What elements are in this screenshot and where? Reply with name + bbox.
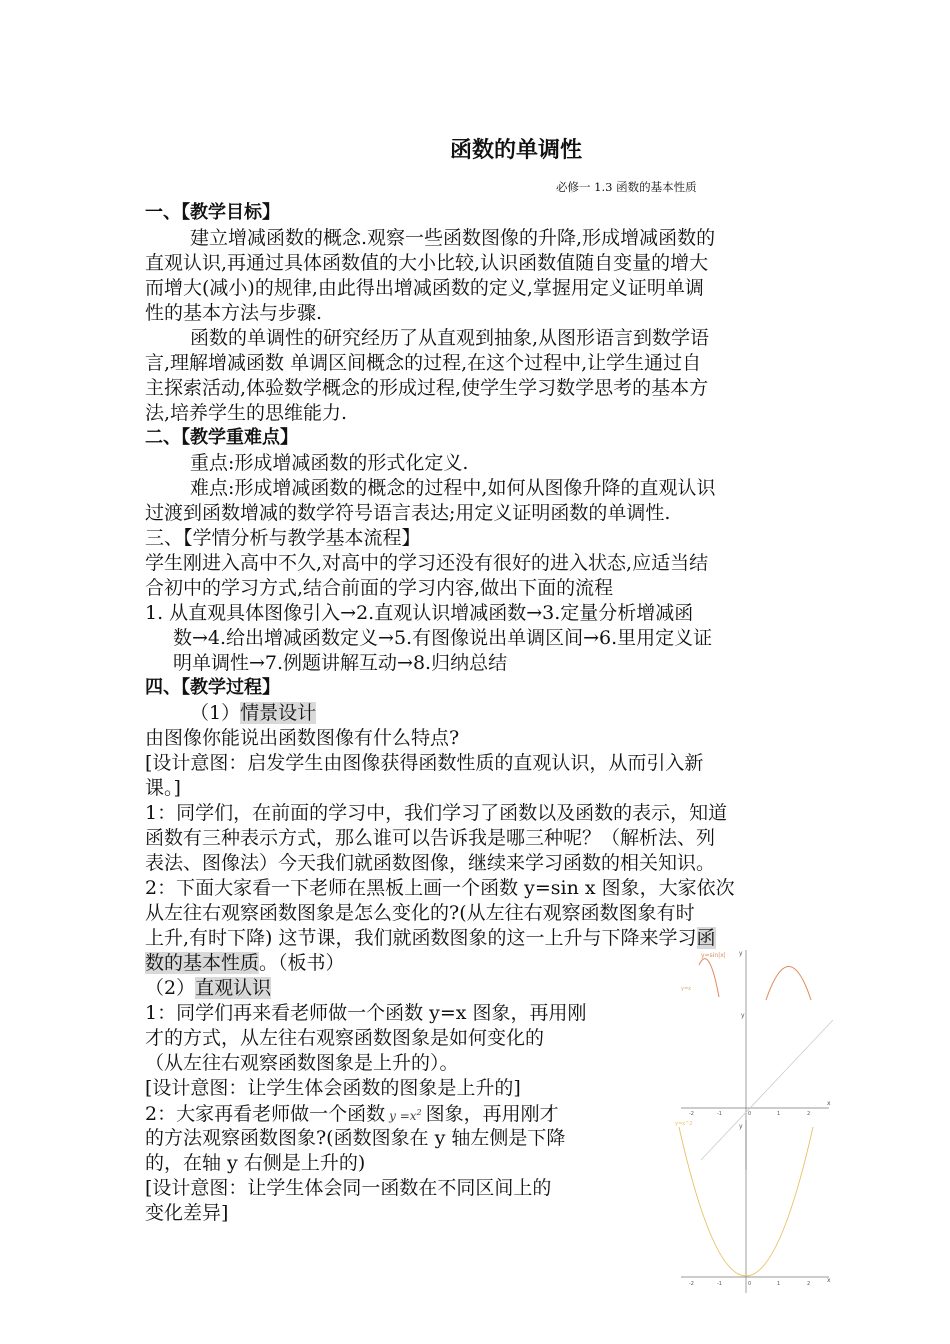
line-y-equals-x xyxy=(701,1020,833,1160)
paragraph-line: 1：同学们，在前面的学习中，我们学习了函数以及函数的表示，知道 xyxy=(145,802,728,824)
paragraph-line: 才的方式，从左往右观察函数图象是如何变化的 xyxy=(145,1027,545,1049)
tick-label: 2 xyxy=(807,1111,811,1117)
tick-label: 0 xyxy=(748,1111,752,1117)
page-subtitle: 必修一 1.3 函数的基本性质 xyxy=(556,180,697,194)
sin-graph-label: y=sin|x| xyxy=(701,952,726,959)
graphs-svg xyxy=(661,945,841,1295)
section-heading: 一、【教学目标】 xyxy=(145,202,280,223)
subsection-number: （1） xyxy=(190,702,241,724)
paragraph-line xyxy=(145,951,345,975)
line-text: 上升,有时下降) 这节课，我们就函数图象的这一上升与下降来学习 xyxy=(145,927,697,949)
line-text: 。（板书） xyxy=(259,952,345,974)
tick-label: -1 xyxy=(717,1111,722,1117)
subsection-number: （2） xyxy=(145,977,196,999)
section-heading: 四、【教学过程】 xyxy=(145,677,280,698)
paragraph-line: 函数有三种表示方式，那么谁可以告诉我是哪三种呢？（解析法、列 xyxy=(145,827,716,849)
tick-label: 0 xyxy=(748,1281,752,1287)
sin-curve-right xyxy=(766,967,811,1001)
subsection-heading xyxy=(145,976,271,1000)
paragraph-line: （从左往右观察函数图象是上升的）。 xyxy=(145,1052,459,1074)
parabola-graph-label: y=x^2 xyxy=(675,1121,693,1127)
paragraph-line: 合初中的学习方式,结合前面的学习内容,做出下面的流程 xyxy=(145,577,614,599)
paragraph-line: 课。] xyxy=(145,777,181,799)
list-item: 1. 从直观具体图像引入→2.直观认识增减函数→3.定量分析增减函 xyxy=(145,602,694,624)
paragraph-line: 难点:形成增减函数的概念的过程中,如何从图像升降的直观认识 xyxy=(190,477,716,499)
paragraph-line: 由图像你能说出函数图像有什么特点? xyxy=(145,727,460,749)
paragraph-line: 性的基本方法与步骤. xyxy=(145,302,323,324)
y-axis-label-bottom: y xyxy=(739,1123,743,1130)
paragraph-line: 函数的单调性的研究经历了从直观到抽象,从图形语言到数学语 xyxy=(190,327,710,349)
sin-curve-left xyxy=(699,959,719,997)
tick-label: 1 xyxy=(777,1281,781,1287)
paragraph-line: [设计意图：让学生体会函数的图象是上升的] xyxy=(145,1077,521,1099)
section-heading: 二、【教学重难点】 xyxy=(145,427,298,448)
subsection-title: 直观认识 xyxy=(195,977,272,999)
paragraph-line: 变化差异] xyxy=(145,1202,229,1224)
tick-label: -1 xyxy=(717,1281,722,1287)
line-graph-label: y=x xyxy=(681,986,692,992)
paragraph-line: 1：同学们再来看老师做一个函数 y=x 图象，再用刚 xyxy=(145,1002,587,1024)
inline-formula xyxy=(389,1109,422,1123)
paragraph-line: 直观认识,再通过具体函数值的大小比较,认识函数值随自变量的增大 xyxy=(145,252,709,274)
y-axis-label-mid: y xyxy=(741,1012,745,1019)
paragraph-line: 的，在轴 y 右侧是上升的) xyxy=(145,1152,366,1174)
tick-label: -2 xyxy=(689,1281,694,1287)
list-item-continued: 明单调性→7.例题讲解互动→8.归纳总结 xyxy=(173,652,508,674)
paragraph-line: 主探索活动,体验数学概念的形成过程,使学生学习数学思考的基本方 xyxy=(145,377,709,399)
tick-label: 1 xyxy=(777,1111,781,1117)
subsection-heading xyxy=(190,701,316,725)
paragraph-line: 过渡到函数增减的数学符号语言表达;用定义证明函数的单调性. xyxy=(145,502,671,524)
line-text: 2：大家再看老师做一个函数 xyxy=(145,1103,386,1125)
paragraph-line: 法,培养学生的思维能力. xyxy=(145,402,348,424)
paragraph-line: 学生刚进入高中不久,对高中的学习还没有很好的进入状态,应适当结 xyxy=(145,552,709,574)
paragraph-line: 言,理解增减函数 单调区间概念的过程,在这个过程中,让学生通过自 xyxy=(145,352,702,374)
page-title: 函数的单调性 xyxy=(449,138,582,163)
function-graphs-figure xyxy=(661,945,841,1295)
section-heading: 三、【学情分析与教学基本流程】 xyxy=(145,527,421,549)
subsection-title: 情景设计 xyxy=(240,702,317,724)
paragraph-line xyxy=(145,1101,559,1128)
x-axis-label-bottom: x xyxy=(827,1277,831,1284)
paragraph-line: [设计意图：让学生体会同一函数在不同区间上的 xyxy=(145,1177,552,1199)
y-axis-label-top: y xyxy=(739,950,743,957)
paragraph-line: 表法、图像法）今天我们就函数图像，继续来学习函数的相关知识。 xyxy=(145,852,716,874)
highlighted-text: 数 xyxy=(145,952,165,974)
paragraph-line: 而增大(减小)的规律,由此得出增减函数的定义,掌握用定义证明单调 xyxy=(145,277,704,299)
paragraph-line: 建立增减函数的概念.观察一些函数图像的升降,形成增减函数的 xyxy=(190,227,716,249)
paragraph-line xyxy=(145,926,716,950)
highlighted-text: 函 xyxy=(696,927,716,949)
tick-label: 2 xyxy=(807,1281,811,1287)
paragraph-line: 的方法观察函数图象?(函数图象在 y 轴左侧是下降 xyxy=(145,1127,566,1149)
formula-exponent: 2 xyxy=(416,1108,422,1117)
formula-base: y =x xyxy=(389,1109,417,1123)
tick-label: -2 xyxy=(689,1111,694,1117)
highlighted-text: 的基本性质 xyxy=(164,952,260,974)
paragraph-line: [设计意图：启发学生由图像获得函数性质的直观认识，从而引入新 xyxy=(145,752,704,774)
x-axis-label-top: x xyxy=(827,1100,831,1107)
line-text: 图象，再用刚才 xyxy=(425,1103,559,1125)
paragraph-line: 重点:形成增减函数的形式化定义. xyxy=(190,452,469,474)
paragraph-line: 从左往右观察函数图象是怎么变化的?(从左往右观察函数图象有时 xyxy=(145,902,695,924)
list-item-continued: 数→4.给出增减函数定义→5.有图像说出单调区间→6.里用定义证 xyxy=(173,627,713,649)
paragraph-line: 2：下面大家看一下老师在黑板上画一个函数 y=sin x 图象，大家依次 xyxy=(145,877,735,899)
